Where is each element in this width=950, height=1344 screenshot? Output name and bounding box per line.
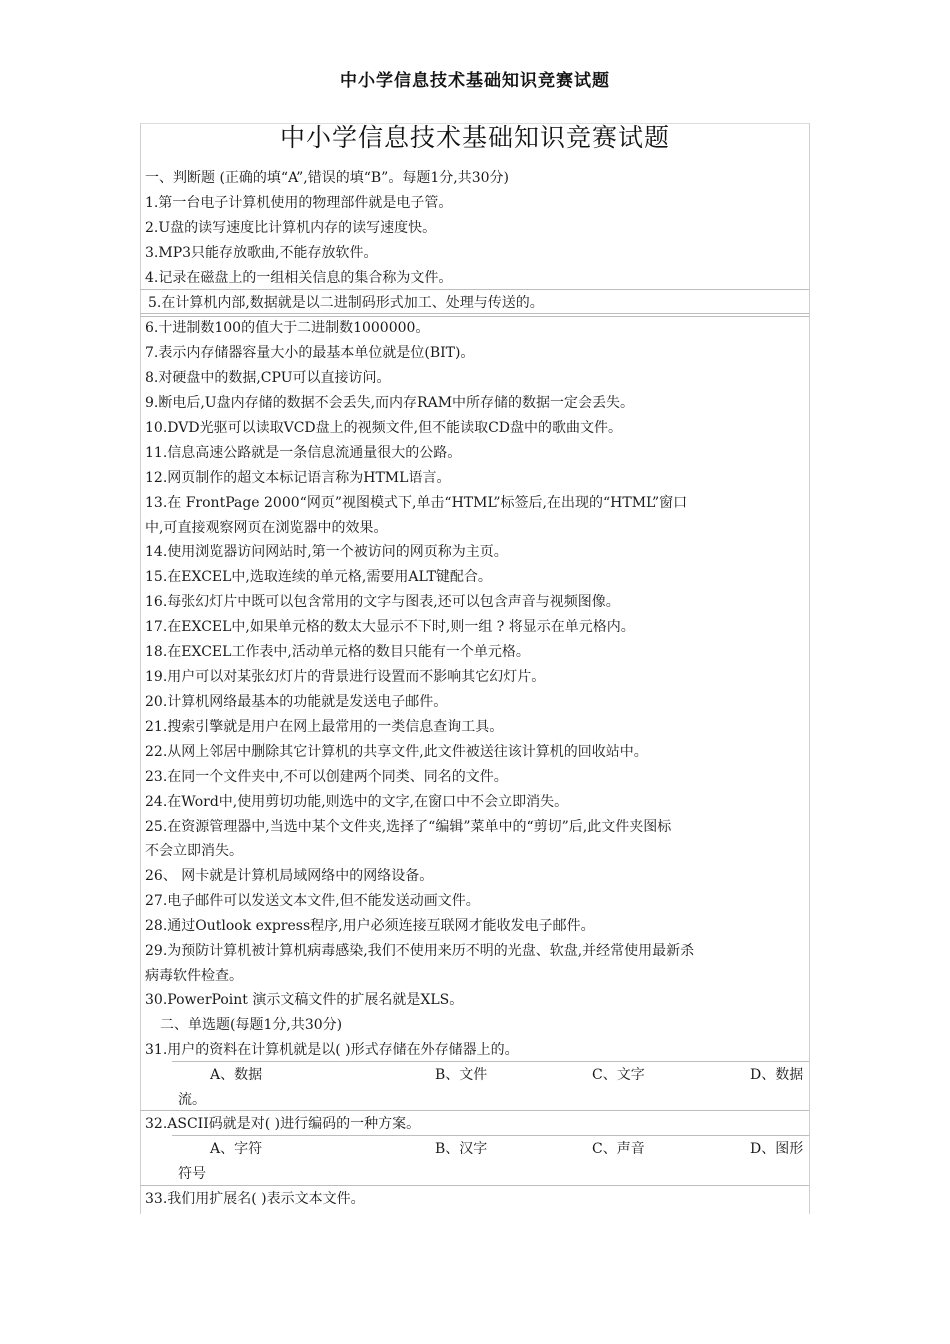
section-1-heading: 一、判断题 (正确的填“A”,错误的填“B”。每题1分,共30分)	[145, 170, 509, 186]
question-line: 21.搜索引擎就是用户在网上最常用的一类信息查询工具。	[145, 719, 504, 735]
row-divider	[140, 313, 809, 314]
question-line: 2.U盘的读写速度比计算机内存的读写速度快。	[145, 220, 437, 236]
row-divider	[140, 316, 809, 317]
question-line: 1.第一台电子计算机使用的物理部件就是电子管。	[145, 195, 453, 211]
question-32-option-b: B、汉字	[435, 1141, 488, 1157]
question-line: 22.从网上邻居中删除其它计算机的共享文件,此文件被送往该计算机的回收站中。	[145, 744, 648, 760]
question-line: 14.使用浏览器访问网站时,第一个被访问的网页称为主页。	[145, 544, 508, 560]
question-line: 16.每张幻灯片中既可以包含常用的文字与图表,还可以包含声音与视频图像。	[145, 594, 620, 610]
section-2-heading: 二、单选题(每题1分,共30分)	[160, 1017, 343, 1033]
question-31-option-d: D、数据	[750, 1067, 804, 1083]
question-line: 8.对硬盘中的数据,CPU可以直接访问。	[145, 370, 391, 386]
row-divider	[140, 1185, 809, 1186]
question-line: 中,可直接观察网页在浏览器中的效果。	[145, 520, 388, 536]
question-line: 4.记录在磁盘上的一组相关信息的集合称为文件。	[145, 270, 453, 286]
page-header-title: 中小学信息技术基础知识竞赛试题	[340, 71, 610, 91]
question-line: 28.通过Outlook express程序,用户必须连接互联网才能收发电子邮件。	[145, 918, 595, 934]
question-line: 25.在资源管理器中,当选中某个文件夹,选择了“编辑”菜单中的“剪切”后,此文件夹图标	[145, 819, 672, 835]
question-32-option-c: C、声音	[592, 1141, 645, 1157]
question-line: 7.表示内存储器容量大小的最基本单位就是位(BIT)。	[145, 345, 475, 361]
question-line: 27.电子邮件可以发送文本文件,但不能发送动画文件。	[145, 893, 480, 909]
question-line: 不会立即消失。	[145, 843, 243, 859]
question-32-option-d: D、图形	[750, 1141, 804, 1157]
question-line: 病毒软件检查。	[145, 968, 243, 984]
question-line: 5.在计算机内部,数据就是以二进制码形式加工、处理与传送的。	[148, 295, 544, 311]
question-32-option-a: A、字符	[210, 1141, 263, 1157]
question-line: 17.在EXCEL中,如果单元格的数太大显示不下时,则一组 ? 将显示在单元格内。	[145, 619, 635, 635]
row-divider	[172, 1061, 809, 1062]
question-31-option-b: B、文件	[435, 1067, 488, 1083]
question-line: 6.十进制数100的值大于二进制数1000000。	[145, 320, 430, 336]
question-line: 11.信息高速公路就是一条信息流通量很大的公路。	[145, 445, 462, 461]
row-divider	[140, 1110, 809, 1111]
question-line: 20.计算机网络最基本的功能就是发送电子邮件。	[145, 694, 448, 710]
question-line: 23.在同一个文件夹中,不可以创建两个同类、同名的文件。	[145, 769, 508, 785]
question-31-stem: 31.用户的资料在计算机就是以( )形式存储在外存储器上的。	[145, 1042, 519, 1058]
question-line: 13.在 FrontPage 2000“网页”视图模式下,单击“HTML”标签后,在出现的“HTML”窗口	[145, 495, 688, 511]
question-line: 10.DVD光驱可以读取VCD盘上的视频文件,但不能读取CD盘中的歌曲文件。	[145, 420, 623, 436]
question-31-option-wrap: 流。	[178, 1092, 206, 1108]
document-title: 中小学信息技术基础知识竞赛试题	[279, 123, 670, 152]
question-33-stem: 33.我们用扩展名( )表示文本文件。	[145, 1191, 365, 1207]
question-line: 24.在Word中,使用剪切功能,则选中的文字,在窗口中不会立即消失。	[145, 794, 569, 810]
question-line: 12.网页制作的超文本标记语言称为HTML语言。	[145, 470, 451, 486]
question-32-option-wrap: 符号	[178, 1166, 206, 1182]
question-31-option-c: C、文字	[592, 1067, 645, 1083]
question-32-stem: 32.ASCII码就是对( )进行编码的一种方案。	[145, 1116, 421, 1132]
question-line: 29.为预防计算机被计算机病毒感染,我们不使用来历不明的光盘、软盘,并经常使用最新杀	[145, 943, 695, 959]
question-line: 26、 网卡就是计算机局域网络中的网络设备。	[145, 868, 434, 884]
question-line: 18.在EXCEL工作表中,活动单元格的数目只能有一个单元格。	[145, 644, 530, 660]
row-divider	[140, 289, 809, 290]
question-line: 9.断电后,U盘内存储的数据不会丢失,而内存RAM中所存储的数据一定会丢失。	[145, 395, 635, 411]
question-31-option-a: A、数据	[210, 1067, 263, 1083]
question-line: 30.PowerPoint 演示文稿文件的扩展名就是XLS。	[145, 992, 464, 1008]
row-divider	[172, 1135, 809, 1136]
question-line: 3.MP3只能存放歌曲,不能存放软件。	[145, 245, 378, 261]
question-line: 19.用户可以对某张幻灯片的背景进行设置而不影响其它幻灯片。	[145, 669, 546, 685]
question-line: 15.在EXCEL中,选取连续的单元格,需要用ALT键配合。	[145, 569, 492, 585]
